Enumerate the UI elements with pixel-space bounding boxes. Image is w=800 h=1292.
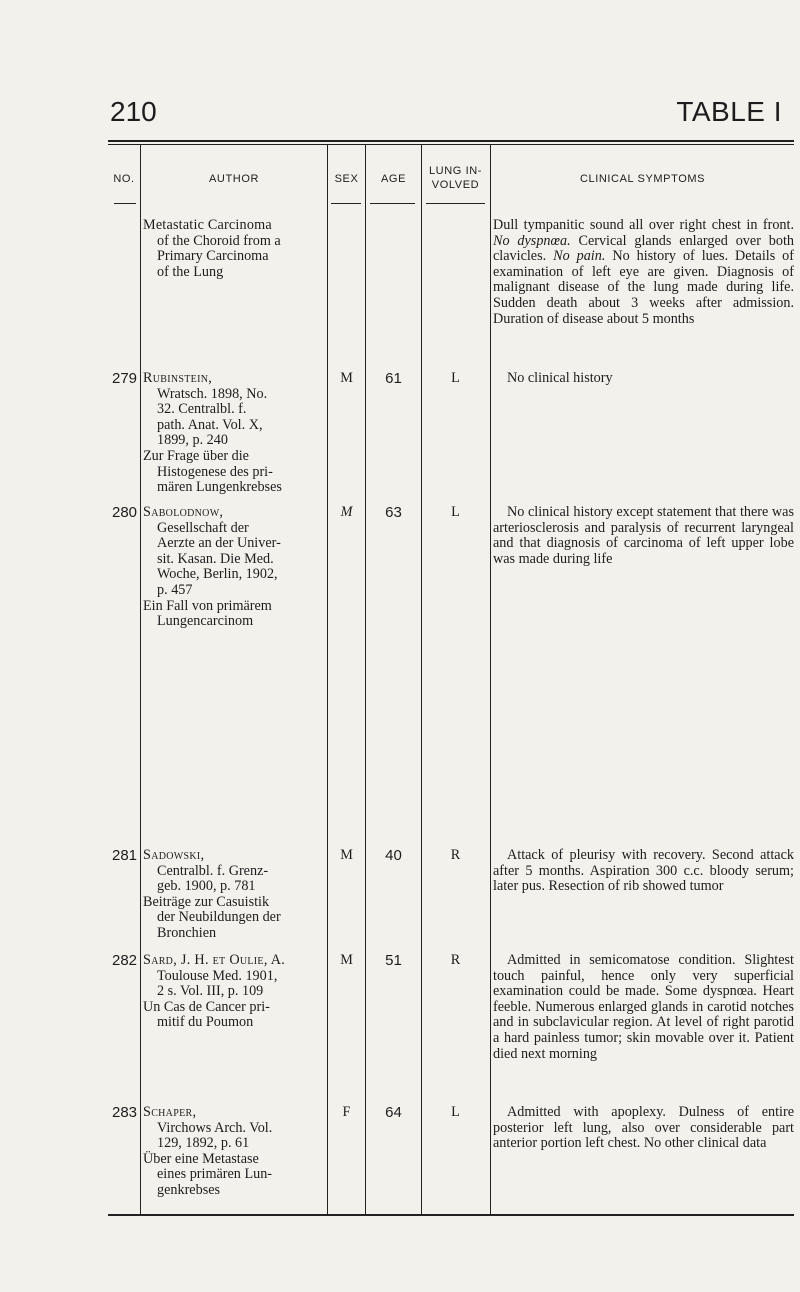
row-no: 283: [112, 1104, 138, 1121]
col-rule-2: [327, 145, 328, 1214]
row-no: 282: [112, 952, 138, 969]
header-lung-1: LUNG IN-: [428, 165, 483, 177]
author-line: Zur Frage über die: [143, 447, 249, 464]
author-name: Sabolodnow,: [143, 504, 224, 520]
row-symptoms: Admitted in semicomatose condition. Slightest touch painful, hence only very superficial examination could be made. Some dyspnœa. Heart feeble. Numerous enlarged glands in carotid notches and in subclavicular region. At level of right parotid a hard painless tumor; skin movable over it. Patient died next morning: [493, 952, 794, 1062]
row-author: [143, 505, 327, 630]
row-sex: F: [342, 1104, 351, 1120]
row-author: [143, 953, 327, 1031]
author-name: Schaper,: [143, 1104, 197, 1120]
author-line: 1899, p. 240: [157, 432, 228, 449]
author-line: 32. Centralbl. f.: [157, 401, 247, 418]
col-rule-1: [140, 145, 141, 1214]
row-author: [143, 1105, 327, 1199]
author-line: mären Lungenkrebses: [157, 479, 282, 496]
author-line: Centralbl. f. Grenz-: [157, 862, 269, 879]
row-age: 64: [385, 1104, 402, 1121]
row-age: 51: [385, 952, 402, 969]
row-symptoms: Admitted with apoplexy. Dulness of entire posterior left lung, also over considerable part anterior portion left chest. No other clinical data: [493, 1104, 794, 1152]
symptoms-text-1: Dull tympanitic sound all over right chest in front. No dyspnœa. Cervical glands enlarged over both clavicles. No pain. No history of lues. Details of examination of left eye are given. Diagnosis of malignant disease of the lung made during life. Sudden death about 3 weeks after admission. Duration of disease about 5 months: [493, 217, 794, 327]
author-line: Wratsch. 1898, No.: [157, 385, 268, 402]
continuation-author: [143, 218, 327, 280]
header-lung-2: VOLVED: [431, 179, 480, 191]
row-age: 40: [385, 847, 402, 864]
author-line: 129, 1892, p. 61: [157, 1135, 250, 1152]
page-number: 210: [110, 96, 157, 127]
author-line: Gesellschaft der: [157, 519, 249, 536]
author-line: geb. 1900, p. 781: [157, 878, 256, 895]
row-no: 280: [112, 504, 138, 521]
header-symptoms: CLINICAL SYMPTOMS: [579, 173, 706, 185]
col-rule-3: [365, 145, 366, 1214]
row-lung: R: [450, 952, 461, 968]
col-rule-4: [421, 145, 422, 1214]
author-line: p. 457: [157, 581, 193, 598]
author-line: of the Choroid from a: [157, 232, 281, 249]
author-line: Toulouse Med. 1901,: [157, 967, 278, 984]
author-line: der Neubildungen der: [157, 909, 281, 926]
header-no: NO.: [113, 173, 135, 185]
row-sex: M: [340, 952, 353, 968]
row-symptoms: Attack of pleurisy with recovery. Second attack after 5 months. Aspiration 300 c.c. bloody serum; later pus. Resection of rib showed tumor: [493, 847, 794, 895]
row-age: 63: [385, 504, 402, 521]
header-sex: SEX: [334, 173, 359, 185]
row-symptoms: No clinical history: [507, 370, 613, 386]
author-line: Metastatic Carcinoma: [143, 217, 272, 233]
author-line: sit. Kasan. Die Med.: [157, 550, 274, 567]
header-age: AGE: [380, 173, 407, 185]
author-name: Sard, J. H. et Oulie, A.: [143, 952, 286, 968]
author-line: Un Cas de Cancer pri-: [143, 998, 270, 1015]
author-line: of the Lung: [157, 263, 224, 280]
row-sex: M: [340, 504, 353, 520]
author-line: Beiträge zur Casuistik: [143, 893, 270, 910]
row-lung: L: [451, 370, 460, 386]
author-line: Über eine Metastase: [143, 1150, 259, 1167]
author-line: 2 s. Vol. III, p. 109: [157, 983, 264, 1000]
continuation-symptoms: [493, 218, 794, 327]
author-line: Woche, Berlin, 1902,: [157, 566, 278, 583]
page-heading: TABLE I: [676, 96, 782, 127]
row-age: 61: [385, 370, 402, 387]
row-sex: M: [340, 847, 353, 863]
author-line: Bronchien: [157, 924, 217, 941]
row-sex: M: [340, 370, 353, 386]
author-line: path. Anat. Vol. X,: [157, 416, 263, 433]
bottom-rule: [108, 1214, 794, 1216]
row-lung: L: [451, 504, 460, 520]
row-author: [143, 848, 327, 942]
author-line: Primary Carcinoma: [157, 248, 269, 265]
header-underline-lung: [426, 203, 485, 204]
row-lung: R: [450, 847, 461, 863]
author-line: Ein Fall von primärem: [143, 597, 272, 614]
top-double-rule-2: [108, 144, 794, 145]
author-line: Aerzte an der Univer-: [157, 535, 281, 552]
col-rule-5: [490, 145, 491, 1214]
header-underline-sex: [331, 203, 361, 204]
row-symptoms: No clinical history except statement that there was arteriosclerosis and paralysis of recurrent laryngeal and that diagnosis of carcinoma of left upper lobe was made during life: [493, 504, 794, 567]
author-line: genkrebses: [157, 1181, 221, 1198]
author-line: eines primären Lun-: [157, 1166, 273, 1183]
row-no: 281: [112, 847, 138, 864]
header-underline-no: [114, 203, 136, 204]
row-author: [143, 371, 327, 496]
row-no: 279: [112, 370, 138, 387]
author-name: Rubinstein,: [143, 370, 213, 386]
top-double-rule: [108, 140, 794, 142]
author-line: mitif du Poumon: [157, 1014, 254, 1031]
author-name: Sadowski,: [143, 847, 205, 863]
header-author: AUTHOR: [208, 173, 260, 185]
row-lung: L: [451, 1104, 460, 1120]
author-line: Virchows Arch. Vol.: [157, 1119, 273, 1136]
author-line: Histogenese des pri-: [157, 463, 273, 480]
author-line: Lungencarcinom: [157, 613, 254, 630]
header-underline-age: [370, 203, 415, 204]
